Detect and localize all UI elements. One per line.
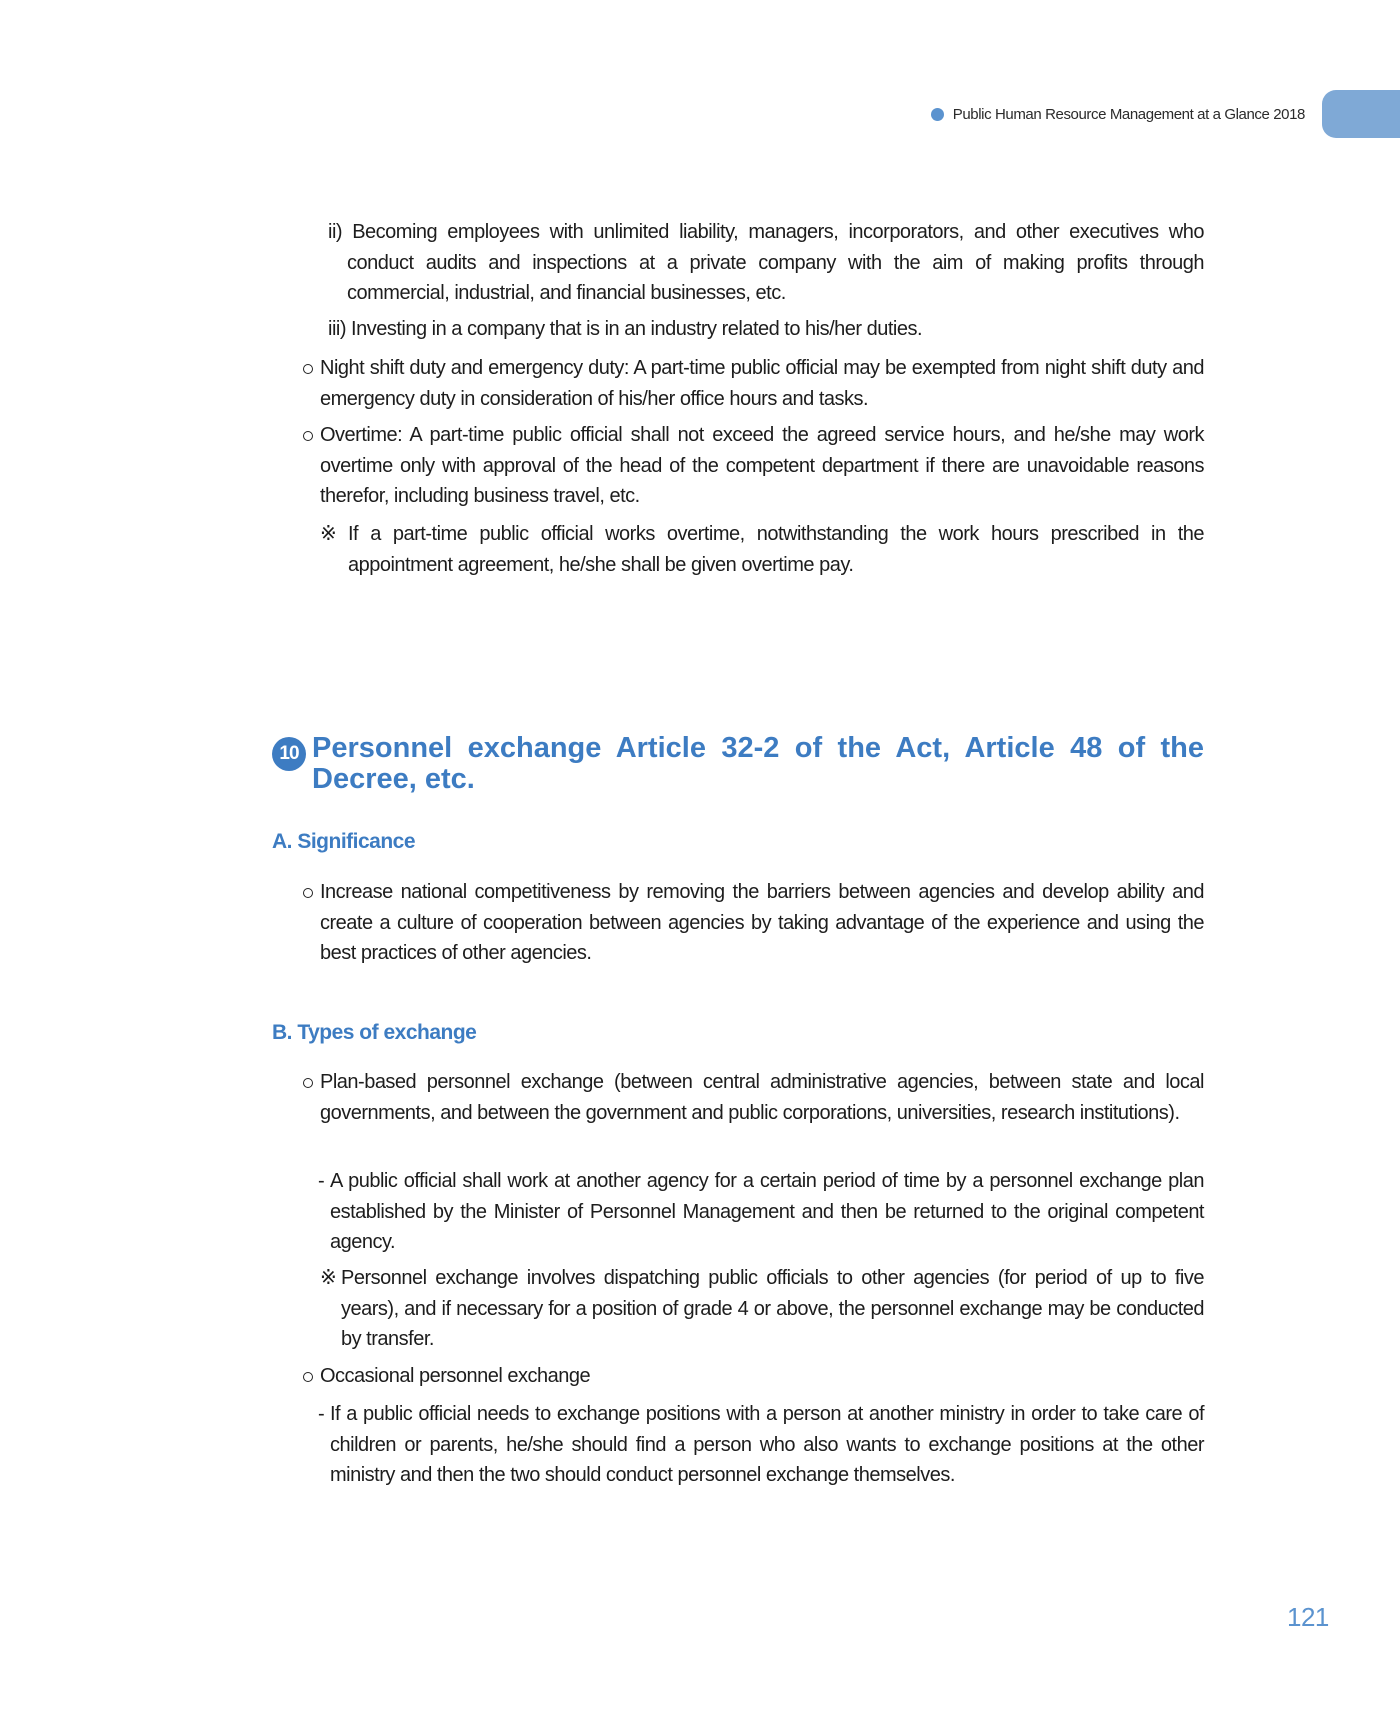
section-title-text: Personnel exchange Article 32-2 of the Act, Article 48 of the Decree, etc. xyxy=(312,732,1204,795)
plan-note xyxy=(320,1263,1204,1355)
occasional-text: Occasional personnel exchange xyxy=(320,1365,591,1387)
occasional-item xyxy=(303,1361,1204,1392)
significance-item xyxy=(303,877,1204,969)
section-title xyxy=(272,733,1204,795)
dash-mark: - xyxy=(318,1170,325,1192)
overtime-item xyxy=(303,420,1204,512)
circle-bullet-icon xyxy=(303,364,313,374)
significance-text: Increase national competitiveness by removing the barriers between agencies and develop ability and create a culture of cooperation between agencies by taking advantage of the experience and using the best practices of other agencies. xyxy=(320,881,1204,964)
circle-bullet-icon xyxy=(303,888,313,898)
types-heading: B. Types of exchange xyxy=(272,1021,477,1044)
night-shift-text: Night shift duty and emergency duty: A part-time public official may be exempted from night shift duty and emergency duty in consideration of his/her office hours and tasks. xyxy=(320,357,1204,410)
item-iii-text: iii) Investing in a company that is in an industry related to his/her duties. xyxy=(328,318,923,340)
dash-mark: - xyxy=(318,1403,325,1425)
significance-heading: A. Significance xyxy=(272,830,416,853)
plan-based-text: Plan-based personnel exchange (between central administrative agencies, between state and local governments, and between the government and public corporations, universities, research institutions). xyxy=(320,1071,1204,1124)
plan-dash-item xyxy=(318,1166,1204,1258)
page-number: 121 xyxy=(1287,1602,1329,1632)
plan-based-item xyxy=(303,1067,1204,1128)
header-title: Public Human Resource Management at a Glance 2018 xyxy=(952,105,1305,123)
circle-bullet-icon xyxy=(303,1372,313,1382)
overtime-note-text: If a part-time public official works overtime, notwithstanding the work hours prescribed in the appointment agreement, he/she shall be given overtime pay. xyxy=(348,523,1204,576)
plan-note-text: Personnel exchange involves dispatching public officials to other agencies (for period of up to five years), and if necessary for a position of grade 4 or above, the personnel exchange may be conducted by transfer. xyxy=(341,1267,1204,1350)
item-ii xyxy=(328,217,1204,309)
item-iii xyxy=(328,314,1204,345)
occasional-dash-text: If a public official needs to exchange positions with a person at another ministry in order to take care of children or parents, he/she should find a person who also wants to exchange positions at the other ministry and then the two should conduct personnel exchange themselves. xyxy=(330,1403,1204,1486)
item-ii-text: ii) Becoming employees with unlimited liability, managers, incorporators, and other executives who conduct audits and inspections at a private company with the aim of making profits through commercial, industrial, and financial businesses, etc. xyxy=(328,221,1204,304)
occasional-dash-item xyxy=(318,1399,1204,1491)
note-mark-icon: ※ xyxy=(320,1267,337,1289)
overtime-note xyxy=(320,519,1204,580)
plan-dash-text: A public official shall work at another agency for a certain period of time by a personnel exchange plan established by the Minister of Personnel Management and then be returned to the original competent agency. xyxy=(330,1170,1204,1253)
night-shift-item xyxy=(303,353,1204,414)
circle-bullet-icon xyxy=(303,1078,313,1088)
circle-bullet-icon xyxy=(303,431,313,441)
overtime-text: Overtime: A part-time public official shall not exceed the agreed service hours, and he/she may work overtime only with approval of the head of the competent department if there are unavoidable reasons therefor, including business travel, etc. xyxy=(320,424,1204,507)
header-tab xyxy=(1322,90,1400,138)
note-mark-icon: ※ xyxy=(320,523,337,545)
header-bullet-icon xyxy=(931,108,944,121)
running-header xyxy=(931,90,1400,138)
section-number-badge: 10 xyxy=(272,737,306,771)
